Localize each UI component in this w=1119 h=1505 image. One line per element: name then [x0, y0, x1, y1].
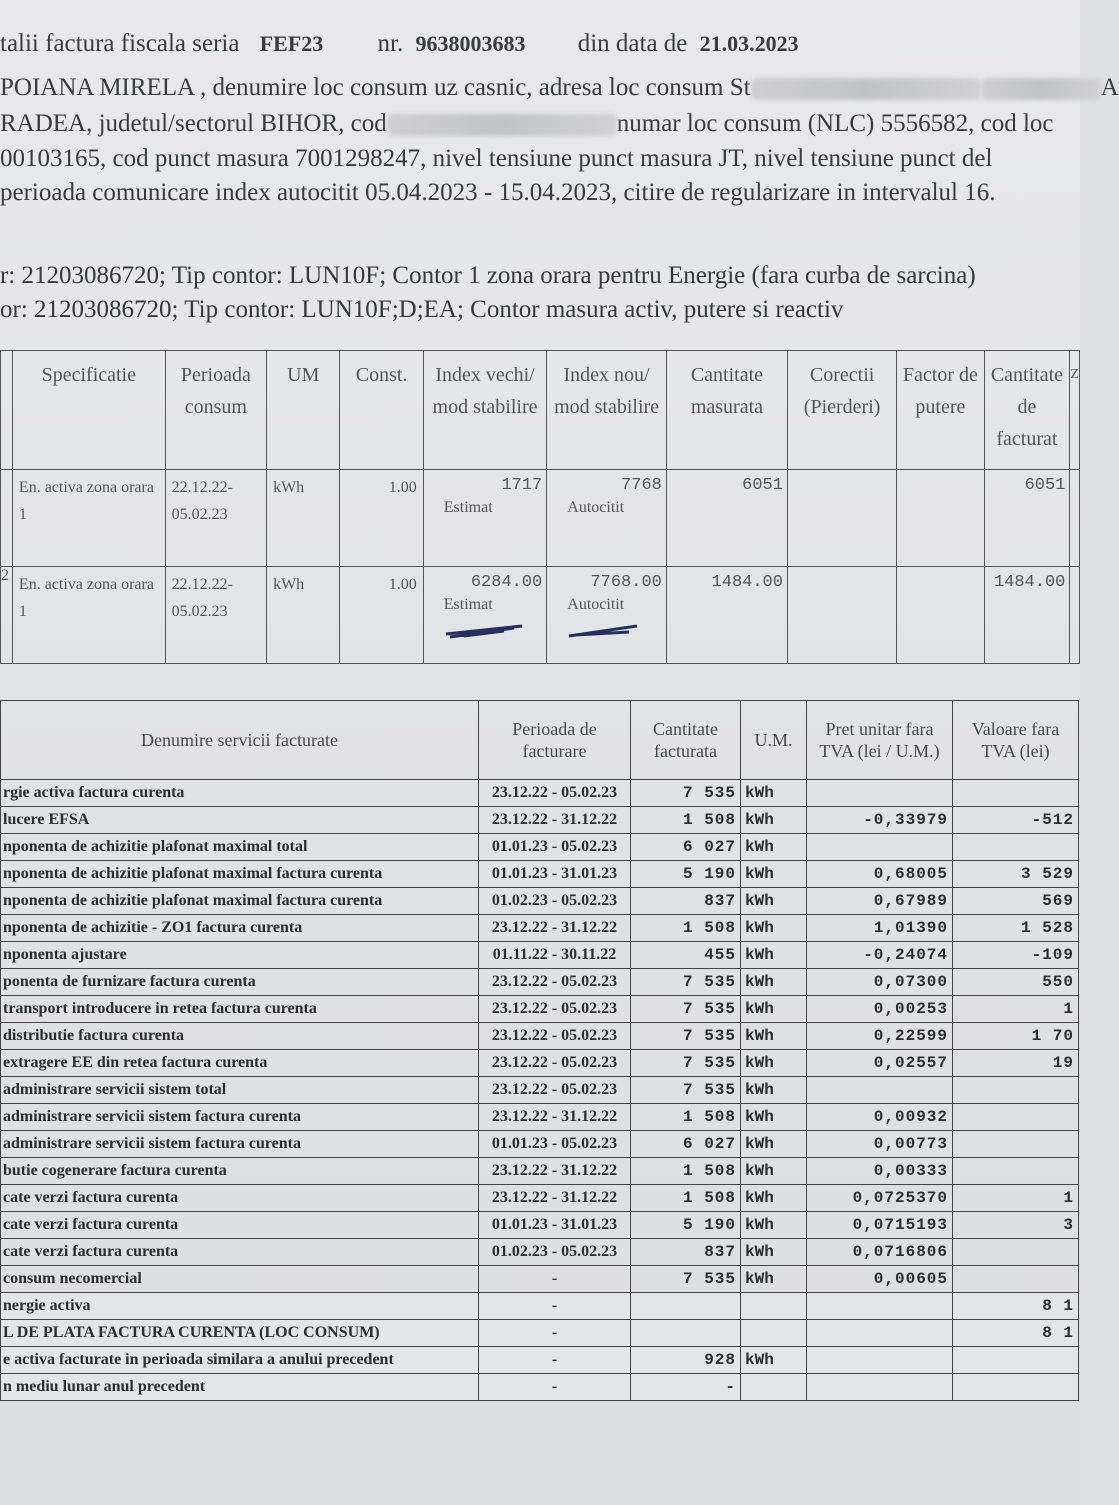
row-perioada: 22.12.22- 05.02.23	[165, 470, 266, 567]
service-unit-price	[807, 1320, 953, 1347]
service-name: distributie factura curenta	[1, 1023, 479, 1050]
row-spec: En. activa zona orara 1	[12, 470, 165, 567]
service-period: 01.11.22 - 30.11.22	[479, 942, 631, 969]
service-quantity: 6 027	[631, 1131, 741, 1158]
service-row	[1, 861, 1079, 888]
period-line: perioada comunicare index autocitit 05.04.2023 - 15.04.2023, citire de regularizare in intervalul 16.	[0, 179, 996, 206]
service-name: butie cogenerare factura curenta	[1, 1158, 479, 1185]
redacted-block	[387, 114, 617, 136]
service-row	[1, 1077, 1079, 1104]
service-quantity: 7 535	[631, 969, 741, 996]
service-period: -	[479, 1320, 631, 1347]
handwritten-scribble-icon	[444, 622, 524, 640]
service-row	[1, 1185, 1079, 1212]
service-quantity	[631, 1320, 741, 1347]
col-corectii: Corectii (Pierderi)	[787, 351, 896, 470]
row-perioada: 22.12.22- 05.02.23	[165, 567, 266, 664]
service-value	[953, 1158, 1079, 1185]
service-um: kWh	[741, 1185, 807, 1212]
service-row	[1, 1023, 1079, 1050]
service-um	[741, 1320, 807, 1347]
invoice-number: 9638003683	[415, 31, 526, 56]
col-facturat: Cantitate de facturat	[984, 351, 1070, 470]
row-const: 1.00	[340, 470, 423, 567]
service-unit-price	[807, 780, 953, 807]
row-edge	[1070, 567, 1080, 664]
service-period: 23.12.22 - 31.12.22	[479, 1104, 631, 1131]
col-cantitate-facturata: Cantitate facturata	[631, 701, 741, 780]
service-unit-price	[807, 1293, 953, 1320]
col-perioada: Perioada consum	[165, 351, 266, 470]
service-um: kWh	[741, 1131, 807, 1158]
client-text: POIANA MIRELA , denumire loc consum uz casnic, adresa loc consum St	[0, 74, 751, 101]
service-value	[953, 1104, 1079, 1131]
row-um: kWh	[267, 567, 340, 664]
service-unit-price: 0,0716806	[807, 1239, 953, 1266]
service-row	[1, 1212, 1079, 1239]
service-period: 01.02.23 - 05.02.23	[479, 888, 631, 915]
service-quantity: 5 190	[631, 1212, 741, 1239]
col-cantitate: Cantitate masurata	[666, 351, 787, 470]
service-row	[1, 807, 1079, 834]
client-line	[0, 74, 1119, 102]
service-unit-price: 0,0715193	[807, 1212, 953, 1239]
service-period: 23.12.22 - 05.02.23	[479, 1050, 631, 1077]
row-const: 1.00	[340, 567, 423, 664]
redacted-block	[751, 78, 981, 100]
service-unit-price	[807, 1347, 953, 1374]
service-period: 01.01.23 - 05.02.23	[479, 834, 631, 861]
service-period: -	[479, 1374, 631, 1401]
col-z: Z	[1070, 351, 1080, 470]
invoice-serie: FEF23	[259, 31, 324, 56]
service-um	[741, 1293, 807, 1320]
service-period: 23.12.22 - 31.12.22	[479, 1185, 631, 1212]
service-row	[1, 915, 1079, 942]
service-quantity: 5 190	[631, 861, 741, 888]
service-value: 550	[953, 969, 1079, 996]
handwritten-scribble-icon	[567, 622, 647, 640]
address-line	[0, 110, 1053, 138]
service-period: 01.01.23 - 05.02.23	[479, 1131, 631, 1158]
nlc-text: numar loc consum (NLC) 5556582, cod loc	[616, 110, 1054, 137]
service-um: kWh	[741, 861, 807, 888]
index-table	[0, 350, 1080, 664]
service-period: 01.01.23 - 31.01.23	[479, 861, 631, 888]
service-quantity: 1 508	[631, 1158, 741, 1185]
row-cantitate: 6051	[666, 470, 787, 567]
service-value	[953, 1239, 1079, 1266]
row-corectii	[787, 470, 896, 567]
service-name: nponenta de achizitie plafonat maximal total	[1, 834, 479, 861]
col-um: UM	[267, 351, 340, 470]
title-prefix: talii factura fiscala seria	[0, 30, 240, 57]
service-value: -512	[953, 807, 1079, 834]
service-um: kWh	[741, 1212, 807, 1239]
service-quantity: 1 508	[631, 915, 741, 942]
service-unit-price: 0,67989	[807, 888, 953, 915]
service-period: 23.12.22 - 31.12.22	[479, 915, 631, 942]
service-um: kWh	[741, 834, 807, 861]
service-value	[953, 1266, 1079, 1293]
service-row	[1, 1104, 1079, 1131]
service-value	[953, 1077, 1079, 1104]
service-row	[1, 942, 1079, 969]
service-value: 19	[953, 1050, 1079, 1077]
address-text: RADEA, judetul/sectorul BIHOR, cod	[0, 110, 387, 137]
service-unit-price: 0,68005	[807, 861, 953, 888]
service-um: kWh	[741, 969, 807, 996]
service-period: 23.12.22 - 05.02.23	[479, 1023, 631, 1050]
service-period: 23.12.22 - 05.02.23	[479, 1077, 631, 1104]
service-quantity: 837	[631, 1239, 741, 1266]
service-unit-price: 1,01390	[807, 915, 953, 942]
service-quantity: 837	[631, 888, 741, 915]
service-name: nponenta de achizitie plafonat maximal factura curenta	[1, 861, 479, 888]
service-row	[1, 780, 1079, 807]
service-quantity: -	[631, 1374, 741, 1401]
service-name: cate verzi factura curenta	[1, 1185, 479, 1212]
service-value	[953, 1131, 1079, 1158]
index-row	[1, 567, 1080, 664]
service-row	[1, 1050, 1079, 1077]
nr-label: nr.	[377, 30, 404, 57]
service-value: 1 70	[953, 1023, 1079, 1050]
service-unit-price	[807, 834, 953, 861]
service-quantity: 7 535	[631, 1050, 741, 1077]
services-table	[0, 700, 1079, 1401]
service-name: extragere EE din retea factura curenta	[1, 1050, 479, 1077]
service-quantity: 7 535	[631, 996, 741, 1023]
service-um: kWh	[741, 996, 807, 1023]
service-row	[1, 1320, 1079, 1347]
service-unit-price: 0,00932	[807, 1104, 953, 1131]
service-um: kWh	[741, 807, 807, 834]
service-um: kWh	[741, 915, 807, 942]
service-period: 01.02.23 - 05.02.23	[479, 1239, 631, 1266]
service-value	[953, 780, 1079, 807]
service-name: nponenta ajustare	[1, 942, 479, 969]
service-value: 1	[953, 996, 1079, 1023]
row-spec: En. activa zona orara 1	[12, 567, 165, 664]
invoice-title-line	[0, 30, 799, 58]
service-name: nponenta de achizitie - ZO1 factura curenta	[1, 915, 479, 942]
service-value: 8 1	[953, 1320, 1079, 1347]
col-pret-unitar: Pret unitar fara TVA (lei / U.M.)	[807, 701, 953, 780]
row-edge	[1070, 470, 1080, 567]
service-period: 23.12.22 - 05.02.23	[479, 969, 631, 996]
row-index-vechi: 1717 Estimat	[423, 470, 547, 567]
service-um: kWh	[741, 1347, 807, 1374]
service-period: 23.12.22 - 31.12.22	[479, 807, 631, 834]
service-name: consum necomercial	[1, 1266, 479, 1293]
service-row	[1, 996, 1079, 1023]
service-quantity: 6 027	[631, 834, 741, 861]
col-index-vechi: Index vechi/ mod stabilire	[423, 351, 547, 470]
service-um	[741, 1374, 807, 1401]
service-value: 569	[953, 888, 1079, 915]
service-quantity: 7 535	[631, 1266, 741, 1293]
service-um: kWh	[741, 1266, 807, 1293]
service-quantity: 7 535	[631, 1077, 741, 1104]
service-row	[1, 888, 1079, 915]
service-quantity: 1 508	[631, 1104, 741, 1131]
service-unit-price: 0,00773	[807, 1131, 953, 1158]
service-um: kWh	[741, 1104, 807, 1131]
service-value: 8 1	[953, 1293, 1079, 1320]
service-name: nponenta de achizitie plafonat maximal factura curenta	[1, 888, 479, 915]
service-quantity: 7 535	[631, 780, 741, 807]
service-value: 1	[953, 1185, 1079, 1212]
service-name: L DE PLATA FACTURA CURENTA (LOC CONSUM)	[1, 1320, 479, 1347]
row-factor	[897, 470, 984, 567]
row-facturat: 1484.00	[984, 567, 1070, 664]
service-um: kWh	[741, 780, 807, 807]
service-row	[1, 1131, 1079, 1158]
service-value	[953, 1374, 1079, 1401]
meter-line-1: r: 21203086720; Tip contor: LUN10F; Contor 1 zona orara pentru Energie (fara curba de sarcina)	[0, 262, 976, 289]
service-name: lucere EFSA	[1, 807, 479, 834]
service-row	[1, 1374, 1079, 1401]
service-name: cate verzi factura curenta	[1, 1239, 479, 1266]
service-name: e activa facturate in perioada similara a anului precedent	[1, 1347, 479, 1374]
service-name: administrare servicii sistem factura curenta	[1, 1131, 479, 1158]
client-text-end: A	[1100, 74, 1119, 101]
col-specificatie: Specificatie	[12, 351, 165, 470]
service-um: kWh	[741, 1239, 807, 1266]
row-corectii	[787, 567, 896, 664]
service-value: 3	[953, 1212, 1079, 1239]
col-const: Const.	[340, 351, 423, 470]
service-period: 01.01.23 - 31.01.23	[479, 1212, 631, 1239]
service-period: -	[479, 1266, 631, 1293]
service-period: -	[479, 1347, 631, 1374]
date-label: din data de	[577, 30, 688, 57]
service-um: kWh	[741, 1077, 807, 1104]
service-period: 23.12.22 - 05.02.23	[479, 996, 631, 1023]
service-value	[953, 1347, 1079, 1374]
col-denumire: Denumire servicii facturate	[1, 701, 479, 780]
service-unit-price: 0,00333	[807, 1158, 953, 1185]
col-um: U.M.	[741, 701, 807, 780]
service-unit-price: 0,00253	[807, 996, 953, 1023]
row-index-nou: 7768 Autocitit	[547, 470, 667, 567]
service-value: 3 529	[953, 861, 1079, 888]
measure-point-line: 00103165, cod punct masura 7001298247, nivel tensiune punct masura JT, nivel tensiune punct del	[0, 145, 993, 172]
service-name: administrare servicii sistem total	[1, 1077, 479, 1104]
service-row	[1, 1347, 1079, 1374]
service-unit-price: 0,02557	[807, 1050, 953, 1077]
service-value: -109	[953, 942, 1079, 969]
service-quantity: 7 535	[631, 1023, 741, 1050]
service-quantity: 1 508	[631, 1185, 741, 1212]
col-perioada-facturare: Perioada de facturare	[479, 701, 631, 780]
row-index-vechi: 6284.00 Estimat	[423, 567, 547, 664]
row-nr: 2	[1, 567, 13, 664]
service-row	[1, 834, 1079, 861]
service-quantity: 1 508	[631, 807, 741, 834]
service-quantity: 928	[631, 1347, 741, 1374]
row-facturat: 6051	[984, 470, 1070, 567]
service-name: rgie activa factura curenta	[1, 780, 479, 807]
service-name: n mediu lunar anul precedent	[1, 1374, 479, 1401]
service-um: kWh	[741, 1158, 807, 1185]
service-unit-price	[807, 1374, 953, 1401]
row-um: kWh	[267, 470, 340, 567]
service-unit-price: 0,07300	[807, 969, 953, 996]
service-name: administrare servicii sistem factura curenta	[1, 1104, 479, 1131]
service-period: 23.12.22 - 31.12.22	[479, 1158, 631, 1185]
col-nr	[1, 351, 13, 470]
row-cantitate: 1484.00	[666, 567, 787, 664]
meter-line-2: or: 21203086720; Tip contor: LUN10F;D;EA; Contor masura activ, putere si reactiv	[0, 296, 844, 323]
service-unit-price: -0,24074	[807, 942, 953, 969]
col-valoare: Valoare fara TVA (lei)	[953, 701, 1079, 780]
service-value: 1 528	[953, 915, 1079, 942]
service-unit-price: 0,00605	[807, 1266, 953, 1293]
row-factor	[897, 567, 984, 664]
col-index-nou: Index nou/ mod stabilire	[547, 351, 667, 470]
service-unit-price: 0,0725370	[807, 1185, 953, 1212]
service-um: kWh	[741, 942, 807, 969]
service-row	[1, 1266, 1079, 1293]
service-value	[953, 834, 1079, 861]
row-index-nou: 7768.00 Autocitit	[547, 567, 667, 664]
service-period: -	[479, 1293, 631, 1320]
service-row	[1, 1158, 1079, 1185]
redacted-block	[981, 78, 1101, 100]
service-um: kWh	[741, 1050, 807, 1077]
service-row	[1, 1239, 1079, 1266]
service-um: kWh	[741, 888, 807, 915]
service-name: transport introducere in retea factura curenta	[1, 996, 479, 1023]
service-row	[1, 1293, 1079, 1320]
service-unit-price	[807, 1077, 953, 1104]
service-quantity: 455	[631, 942, 741, 969]
row-nr	[1, 470, 13, 567]
service-quantity	[631, 1293, 741, 1320]
invoice-date: 21.03.2023	[699, 31, 799, 56]
service-name: cate verzi factura curenta	[1, 1212, 479, 1239]
col-factor: Factor de putere	[897, 351, 984, 470]
service-unit-price: -0,33979	[807, 807, 953, 834]
service-um: kWh	[741, 1023, 807, 1050]
service-row	[1, 969, 1079, 996]
service-period: 23.12.22 - 05.02.23	[479, 780, 631, 807]
service-unit-price: 0,22599	[807, 1023, 953, 1050]
service-name: ponenta de furnizare factura curenta	[1, 969, 479, 996]
service-name: nergie activa	[1, 1293, 479, 1320]
index-row	[1, 470, 1080, 567]
